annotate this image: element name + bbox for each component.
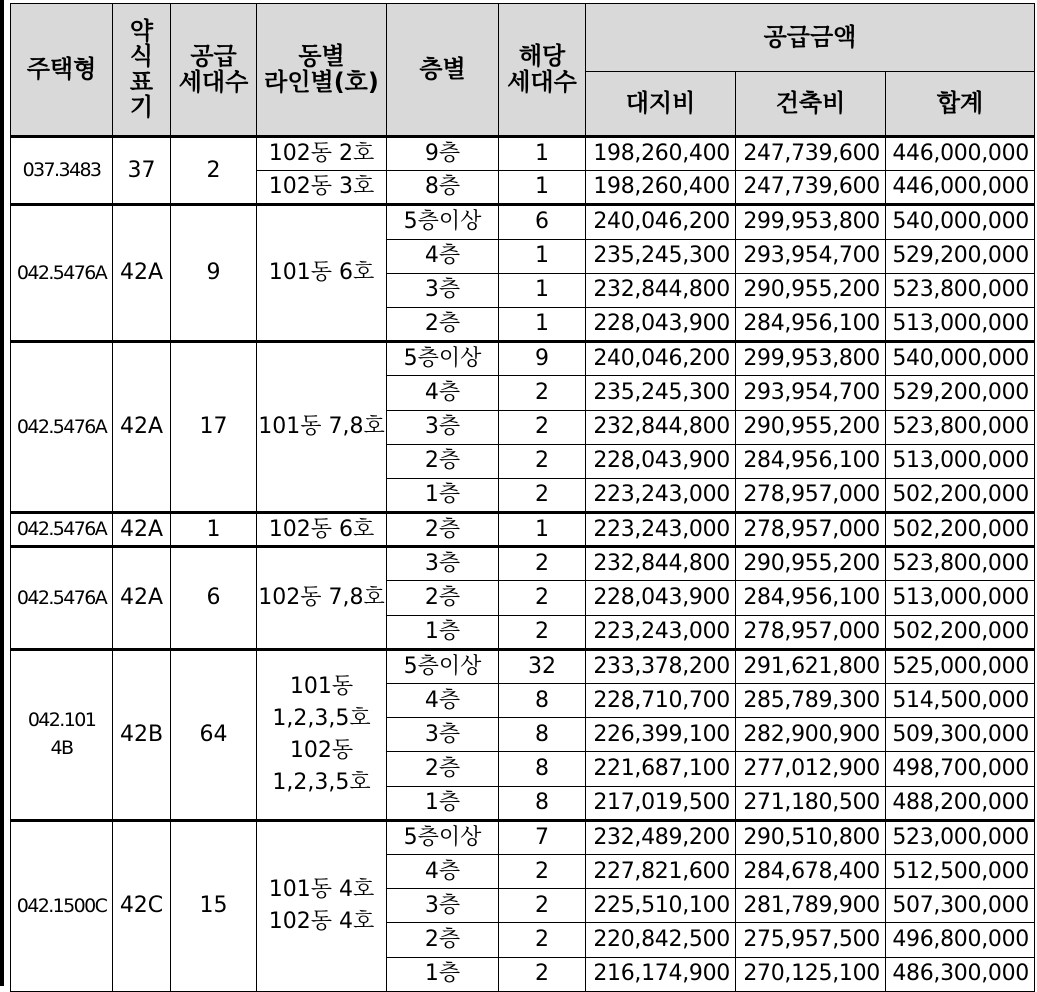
building-cost-cell: 278,957,000 — [736, 513, 886, 547]
housing-type-cell: 042.1500C — [11, 820, 113, 991]
header-floor: 층별 — [387, 4, 499, 137]
units-cell: 1 — [499, 137, 586, 171]
total-cell: 446,000,000 — [886, 171, 1035, 205]
supply-units-cell: 64 — [171, 649, 257, 820]
header-supply-units: 공급 세대수 — [171, 4, 257, 137]
land-cost-cell: 221,687,100 — [586, 752, 736, 786]
table-row — [11, 649, 1035, 683]
total-cell: 507,300,000 — [886, 889, 1035, 923]
abbreviation-cell: 42C — [113, 820, 171, 991]
units-cell: 2 — [499, 376, 586, 410]
land-cost-cell: 220,842,500 — [586, 923, 736, 957]
floor-cell: 4층 — [387, 376, 499, 410]
land-cost-cell: 228,710,700 — [586, 684, 736, 718]
total-cell: 513,000,000 — [886, 444, 1035, 478]
units-cell: 2 — [499, 615, 586, 649]
housing-type-cell: 042.5476A — [11, 547, 113, 650]
total-cell: 523,800,000 — [886, 273, 1035, 307]
total-cell: 513,000,000 — [886, 307, 1035, 341]
floor-cell: 2층 — [387, 752, 499, 786]
abbreviation-cell: 42B — [113, 649, 171, 820]
units-cell: 2 — [499, 923, 586, 957]
building-cost-cell: 299,953,800 — [736, 205, 886, 239]
building-line-cell: 102동 2호 — [257, 137, 387, 171]
total-cell: 446,000,000 — [886, 137, 1035, 171]
total-cell: 525,000,000 — [886, 649, 1035, 683]
land-cost-cell: 235,245,300 — [586, 239, 736, 273]
abbreviation-cell: 37 — [113, 137, 171, 205]
table-row — [11, 205, 1035, 239]
supply-units-cell: 15 — [171, 820, 257, 991]
units-cell: 8 — [499, 718, 586, 752]
units-cell: 2 — [499, 581, 586, 615]
building-line-cell: 101동 1,2,3,5호 102동 1,2,3,5호 — [257, 649, 387, 820]
total-cell: 509,300,000 — [886, 718, 1035, 752]
units-cell: 2 — [499, 410, 586, 444]
table-row — [11, 137, 1035, 171]
housing-type-cell: 042.5476A — [11, 205, 113, 342]
building-cost-cell: 270,125,100 — [736, 957, 886, 991]
units-cell: 2 — [499, 547, 586, 581]
supply-units-cell: 2 — [171, 137, 257, 205]
floor-cell: 3층 — [387, 889, 499, 923]
table-row — [11, 820, 1035, 854]
building-cost-cell: 275,957,500 — [736, 923, 886, 957]
total-cell: 502,200,000 — [886, 478, 1035, 512]
floor-cell: 4층 — [387, 854, 499, 888]
housing-type-cell: 042.101 4B — [11, 649, 113, 820]
housing-type-cell: 042.5476A — [11, 342, 113, 513]
abbreviation-cell: 42A — [113, 342, 171, 513]
building-cost-cell: 247,739,600 — [736, 171, 886, 205]
housing-type-group — [11, 342, 1035, 513]
land-cost-cell: 235,245,300 — [586, 376, 736, 410]
header-supply-price: 공급금액 — [586, 4, 1035, 72]
floor-cell: 3층 — [387, 273, 499, 307]
land-cost-cell: 240,046,200 — [586, 342, 736, 376]
floor-cell: 2층 — [387, 923, 499, 957]
floor-cell: 5층이상 — [387, 205, 499, 239]
supply-units-cell: 17 — [171, 342, 257, 513]
units-cell: 32 — [499, 649, 586, 683]
building-cost-cell: 271,180,500 — [736, 786, 886, 820]
units-cell: 1 — [499, 239, 586, 273]
floor-cell: 8층 — [387, 171, 499, 205]
building-cost-cell: 284,678,400 — [736, 854, 886, 888]
floor-cell: 3층 — [387, 410, 499, 444]
units-cell: 2 — [499, 889, 586, 923]
total-cell: 498,700,000 — [886, 752, 1035, 786]
building-cost-cell: 291,621,800 — [736, 649, 886, 683]
units-cell: 1 — [499, 171, 586, 205]
land-cost-cell: 223,243,000 — [586, 513, 736, 547]
building-cost-cell: 284,956,100 — [736, 581, 886, 615]
header-land-cost: 대지비 — [586, 72, 736, 137]
building-line-cell: 102동 7,8호 — [257, 547, 387, 650]
land-cost-cell: 223,243,000 — [586, 615, 736, 649]
land-cost-cell: 240,046,200 — [586, 205, 736, 239]
units-cell: 8 — [499, 752, 586, 786]
floor-cell: 5층이상 — [387, 820, 499, 854]
building-cost-cell: 278,957,000 — [736, 615, 886, 649]
land-cost-cell: 233,378,200 — [586, 649, 736, 683]
units-cell: 1 — [499, 273, 586, 307]
building-cost-cell: 278,957,000 — [736, 478, 886, 512]
floor-cell: 1층 — [387, 615, 499, 649]
floor-cell: 2층 — [387, 581, 499, 615]
total-cell: 488,200,000 — [886, 786, 1035, 820]
table-row — [11, 342, 1035, 376]
building-cost-cell: 290,955,200 — [736, 273, 886, 307]
building-line-cell: 101동 6호 — [257, 205, 387, 342]
housing-type-group — [11, 820, 1035, 991]
supply-units-cell: 6 — [171, 547, 257, 650]
header-abbreviation: 약 식 표 기 — [113, 4, 171, 137]
units-cell: 2 — [499, 957, 586, 991]
total-cell: 529,200,000 — [886, 376, 1035, 410]
building-cost-cell: 290,955,200 — [736, 547, 886, 581]
supply-units-cell: 9 — [171, 205, 257, 342]
units-cell: 2 — [499, 478, 586, 512]
building-cost-cell: 277,012,900 — [736, 752, 886, 786]
building-line-cell: 102동 3호 — [257, 171, 387, 205]
floor-cell: 4층 — [387, 684, 499, 718]
building-cost-cell: 299,953,800 — [736, 342, 886, 376]
total-cell: 502,200,000 — [886, 615, 1035, 649]
header-building-cost: 건축비 — [736, 72, 886, 137]
building-cost-cell: 282,900,900 — [736, 718, 886, 752]
building-cost-cell: 285,789,300 — [736, 684, 886, 718]
land-cost-cell: 232,844,800 — [586, 410, 736, 444]
abbreviation-cell: 42A — [113, 547, 171, 650]
floor-cell: 1층 — [387, 957, 499, 991]
abbreviation-cell: 42A — [113, 205, 171, 342]
units-cell: 9 — [499, 342, 586, 376]
building-cost-cell: 281,789,900 — [736, 889, 886, 923]
supply-units-cell: 1 — [171, 513, 257, 547]
floor-cell: 2층 — [387, 444, 499, 478]
units-cell: 2 — [499, 444, 586, 478]
units-cell: 1 — [499, 513, 586, 547]
floor-cell: 5층이상 — [387, 649, 499, 683]
units-cell: 8 — [499, 786, 586, 820]
units-cell: 1 — [499, 307, 586, 341]
table-row — [11, 513, 1035, 547]
land-cost-cell: 228,043,900 — [586, 581, 736, 615]
housing-type-group — [11, 205, 1035, 342]
land-cost-cell: 228,043,900 — [586, 307, 736, 341]
floor-cell: 4층 — [387, 239, 499, 273]
housing-type-group — [11, 137, 1035, 205]
building-cost-cell: 293,954,700 — [736, 239, 886, 273]
building-line-cell: 102동 6호 — [257, 513, 387, 547]
floor-cell: 2층 — [387, 513, 499, 547]
units-cell: 8 — [499, 684, 586, 718]
land-cost-cell: 198,260,400 — [586, 171, 736, 205]
housing-type-group — [11, 547, 1035, 650]
header-housing-type: 주택형 — [11, 4, 113, 137]
land-cost-cell: 232,844,800 — [586, 547, 736, 581]
header-building-line: 동별 라인별(호) — [257, 4, 387, 137]
building-cost-cell: 290,510,800 — [736, 820, 886, 854]
floor-cell: 9층 — [387, 137, 499, 171]
building-cost-cell: 284,956,100 — [736, 444, 886, 478]
floor-cell: 3층 — [387, 718, 499, 752]
land-cost-cell: 228,043,900 — [586, 444, 736, 478]
left-border — [0, 0, 4, 986]
total-cell: 540,000,000 — [886, 342, 1035, 376]
total-cell: 523,800,000 — [886, 410, 1035, 444]
housing-type-cell: 042.5476A — [11, 513, 113, 547]
building-line-cell: 101동 7,8호 — [257, 342, 387, 513]
supply-price-table — [10, 3, 1035, 992]
total-cell: 513,000,000 — [886, 581, 1035, 615]
land-cost-cell: 223,243,000 — [586, 478, 736, 512]
floor-cell: 5층이상 — [387, 342, 499, 376]
land-cost-cell: 216,174,900 — [586, 957, 736, 991]
total-cell: 486,300,000 — [886, 957, 1035, 991]
housing-type-group — [11, 649, 1035, 820]
building-line-cell: 101동 4호 102동 4호 — [257, 820, 387, 991]
floor-cell: 1층 — [387, 478, 499, 512]
housing-type-group — [11, 513, 1035, 547]
header-applicable-units: 해당 세대수 — [499, 4, 586, 137]
floor-cell: 2층 — [387, 307, 499, 341]
land-cost-cell: 227,821,600 — [586, 854, 736, 888]
building-cost-cell: 247,739,600 — [736, 137, 886, 171]
total-cell: 523,800,000 — [886, 547, 1035, 581]
units-cell: 6 — [499, 205, 586, 239]
total-cell: 502,200,000 — [886, 513, 1035, 547]
total-cell: 523,000,000 — [886, 820, 1035, 854]
units-cell: 7 — [499, 820, 586, 854]
land-cost-cell: 226,399,100 — [586, 718, 736, 752]
table-row — [11, 547, 1035, 581]
header-total: 합계 — [886, 72, 1035, 137]
land-cost-cell: 232,844,800 — [586, 273, 736, 307]
total-cell: 512,500,000 — [886, 854, 1035, 888]
units-cell: 2 — [499, 854, 586, 888]
land-cost-cell: 232,489,200 — [586, 820, 736, 854]
floor-cell: 3층 — [387, 547, 499, 581]
land-cost-cell: 198,260,400 — [586, 137, 736, 171]
building-cost-cell: 290,955,200 — [736, 410, 886, 444]
total-cell: 540,000,000 — [886, 205, 1035, 239]
abbreviation-cell: 42A — [113, 513, 171, 547]
building-cost-cell: 293,954,700 — [736, 376, 886, 410]
land-cost-cell: 217,019,500 — [586, 786, 736, 820]
housing-type-cell: 037.3483 — [11, 137, 113, 205]
total-cell: 529,200,000 — [886, 239, 1035, 273]
building-cost-cell: 284,956,100 — [736, 307, 886, 341]
table-header — [11, 4, 1035, 137]
total-cell: 496,800,000 — [886, 923, 1035, 957]
total-cell: 514,500,000 — [886, 684, 1035, 718]
floor-cell: 1층 — [387, 786, 499, 820]
land-cost-cell: 225,510,100 — [586, 889, 736, 923]
